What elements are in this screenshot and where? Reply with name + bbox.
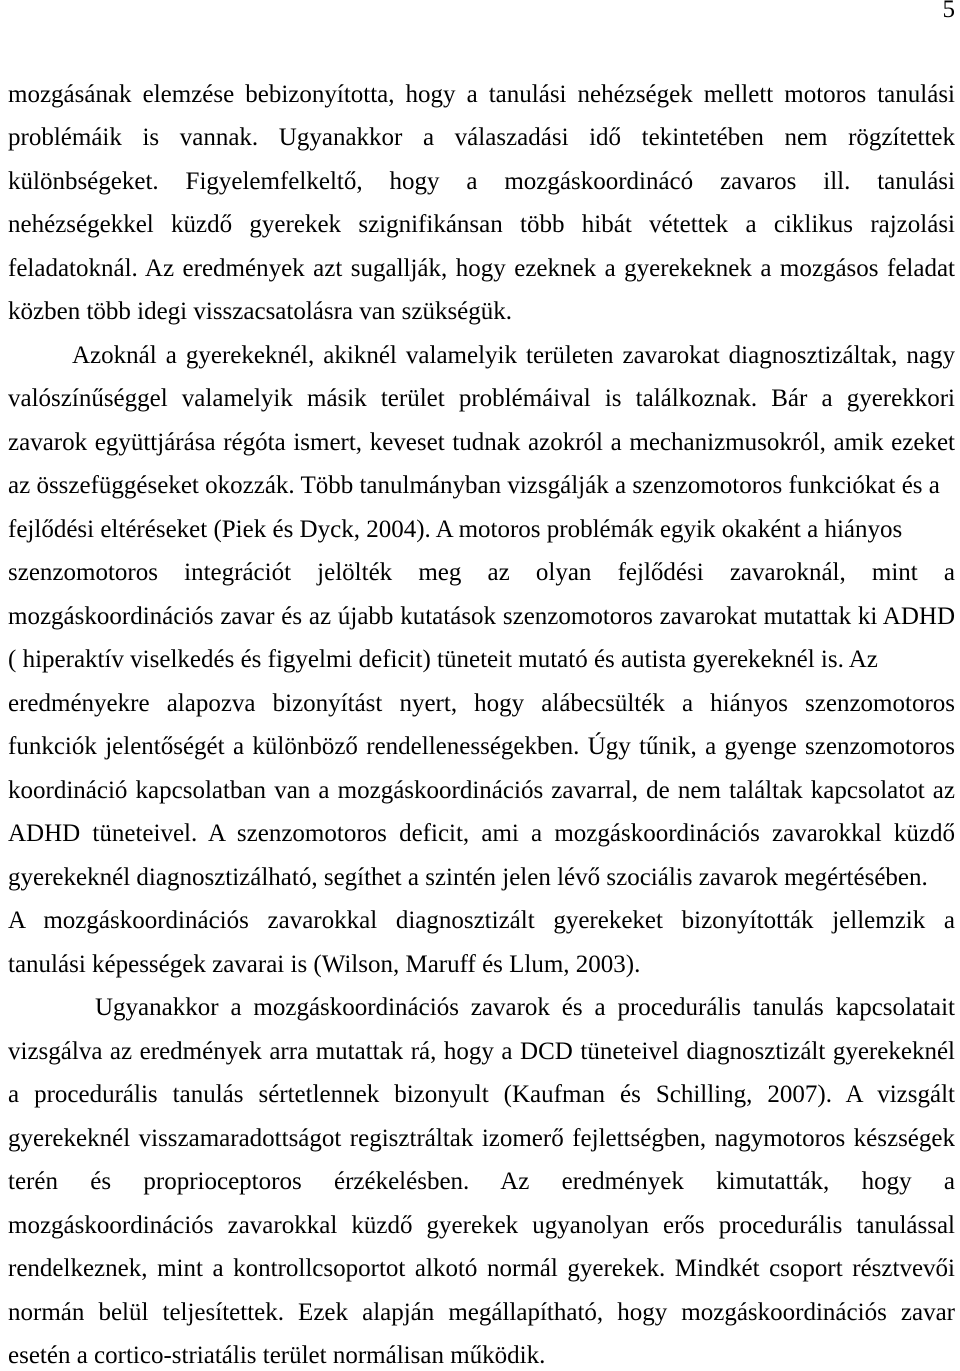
text-line: eredményekre alapozva bizonyítást nyert, hogy alábecsülték a hiányos szenzomotoros [8,689,955,717]
text-line: ( hiperaktív viselkedés és figyelmi deficit) tüneteit mutató és autista gyerekeknél is. Az [8,646,878,674]
text-line: terén és proprioceptoros érzékelésben. Az eredmények kimutatták, hogy a [8,1168,955,1196]
text-line: különbségeket. Figyelemfelkeltő, hogy a mozgáskoordinácó zavaros ill. tanulási [8,167,955,195]
text-line: szenzomotoros integrációt jelölték meg az olyan fejlődési zavaroknál, mint a [8,559,955,587]
body-text [8,81,955,1370]
text-line: normán belül teljesítettek. Ezek alapján megállapítható, hogy mozgáskoordinációs zavar [8,1298,955,1326]
text-line: mozgáskoordinációs zavarokkal küzdő gyerekek ugyanolyan erős procedurális tanulással [8,1211,955,1239]
page-number: 5 [942,0,955,23]
text-line: az összefüggéseket okozzák. Több tanulmányban vizsgálják a szenzomotoros funkciókat és a [8,472,940,500]
text-line: Azoknál a gyerekeknél, akiknél valamelyik területen zavarokat diagnosztizáltak, nagy [72,341,955,369]
text-line: esetén a cortico-striatális terület normálisan működik. [8,1342,546,1370]
text-line: valószínűséggel valamelyik másik terület problémáival is találkoznak. Bár a gyerekkori [8,385,955,413]
text-line: nehézségekkel küzdő gyerekek szignifikánsan több hibát vétettek a ciklikus rajzolási [8,211,955,239]
text-line: mozgásának elemzése bebizonyította, hogy a tanulási nehézségek mellett motoros tanulási [8,80,955,108]
paragraph [8,994,955,1369]
text-line: ADHD tüneteivel. A szenzomotoros deficit, ami a mozgáskoordinációs zavarokkal küzdő [8,820,955,848]
text-line: gyerekeknél diagnosztizálható, segíthet a szintén jelen lévő szociális zavarok megértésében. [8,863,928,891]
text-line: gyerekeknél visszamaradottságot regisztráltak izomerő fejlettségben, nagymotoros készségek [8,1124,955,1152]
text-line: Ugyanakkor a mozgáskoordinációs zavarok és a procedurális tanulás kapcsolatait [95,994,955,1022]
text-line: zavarok együttjárása régóta ismert, keveset tudnak azokról a mechanizmusokról, amik ezeket [8,428,955,456]
text-line: tanulási képességek zavarai is (Wilson, Maruff és Llum, 2003). [8,950,641,978]
text-line: közben több idegi visszacsatolásra van szükségük. [8,298,513,326]
text-line: mozgáskoordinációs zavar és az újabb kutatások szenzomotoros zavarokat mutattak ki ADHD [8,602,955,630]
text-line: fejlődési eltéréseket (Piek és Dyck, 2004). A motoros problémák egyik okaként a hiányos [8,515,903,543]
paragraph [8,342,955,978]
text-line: rendelkeznek, mint a kontrollcsoportot alkotó normál gyerekek. Mindkét csoport résztvevői [8,1255,955,1283]
paragraph [8,81,955,326]
text-line: a procedurális tanulás sértetlennek bizonyult (Kaufman és Schilling, 2007). A vizsgált [8,1081,955,1109]
text-line: vizsgálva az eredmények arra mutattak rá, hogy a DCD tüneteivel diagnosztizált gyerekeknél [8,1037,955,1065]
text-line: A mozgáskoordinációs zavarokkal diagnosztizált gyerekeket bizonyították jellemzik a [8,907,955,935]
text-line: problémáik is vannak. Ugyanakkor a válaszadási idő tekintetében nem rögzítettek [8,124,955,152]
text-line: koordináció kapcsolatban van a mozgáskoordinációs zavarral, de nem találtak kapcsolatot az [8,776,955,804]
text-line: funkciók jelentőségét a különböző rendellenességekben. Úgy tűnik, a gyenge szenzomotoros [8,733,955,761]
text-line: feladatoknál. Az eredmények azt sugallják, hogy ezeknek a gyerekeknek a mozgásos feladat [8,254,955,282]
